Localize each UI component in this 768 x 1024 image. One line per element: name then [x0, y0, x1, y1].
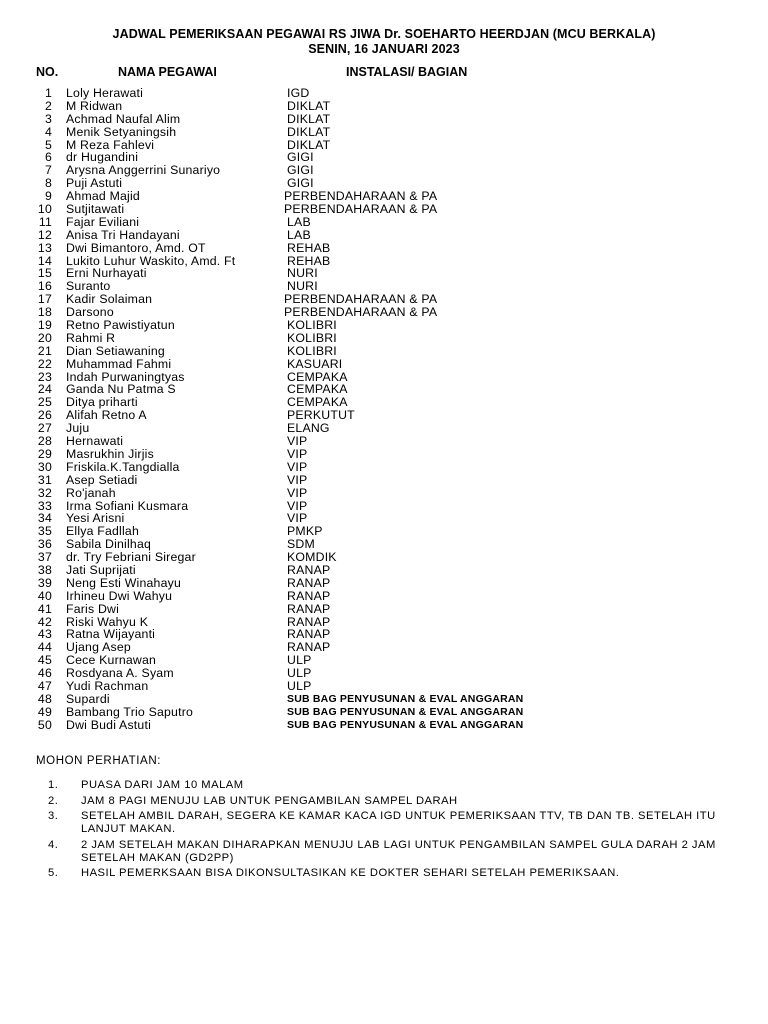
table-row [0, 100, 768, 113]
row-number: 46 [37, 666, 52, 681]
employee-unit: VIP [287, 446, 308, 461]
employee-name: Cece Kurnawan [66, 653, 157, 668]
employee-unit: LAB [287, 227, 311, 242]
row-number: 29 [37, 446, 52, 461]
employee-unit: GIGI [287, 176, 314, 191]
table-row [0, 693, 768, 706]
employee-name: Alifah Retno A [66, 408, 147, 423]
row-number: 26 [37, 408, 52, 423]
table-row [0, 203, 768, 216]
employee-name: Sabila Dinilhaq [66, 537, 152, 552]
employee-unit: RANAP [287, 575, 331, 590]
employee-name: M Ridwan [66, 98, 123, 113]
table-row [0, 409, 768, 422]
table-row [0, 229, 768, 242]
employee-unit: LAB [287, 214, 311, 229]
row-number: 22 [37, 356, 52, 371]
employee-unit: VIP [287, 459, 308, 474]
row-number: 9 [44, 189, 52, 204]
employee-unit: PMKP [287, 524, 323, 539]
employee-name: Jati Suprijati [66, 562, 136, 577]
employee-name: Achmad Naufal Alim [66, 111, 181, 126]
employee-unit: CEMPAKA [287, 369, 348, 384]
notice-item [0, 779, 768, 792]
employee-name: Ro'janah [66, 485, 116, 500]
row-number: 13 [37, 240, 52, 255]
document-title: JADWAL PEMERIKSAAN PEGAWAI RS JIWA Dr. SOEHARTO HEERDJAN (MCU BERKALA) [112, 27, 656, 41]
row-number: 3 [44, 111, 52, 126]
row-number: 5 [44, 137, 52, 152]
employee-unit: REHAB [287, 253, 331, 268]
row-number: 47 [37, 678, 52, 693]
employee-unit: ULP [287, 678, 312, 693]
employee-unit: RANAP [287, 640, 331, 655]
employee-unit: ELANG [287, 421, 330, 436]
employee-name: Dwi Bimantoro, Amd. OT [66, 240, 206, 255]
employee-unit: SUB BAG PENYUSUNAN & EVAL ANGGARAN [287, 692, 524, 705]
employee-unit: NURI [287, 279, 318, 294]
employee-unit: ULP [287, 653, 312, 668]
employee-name: Kadir Solaiman [66, 292, 153, 307]
employee-unit: PERBENDAHARAAN & PA [284, 292, 438, 307]
employee-name: dr. Try Febriani Siregar [66, 550, 196, 565]
employee-name: Irhineu Dwi Wahyu [66, 588, 173, 603]
employee-name: Bambang Trio Saputro [66, 704, 194, 719]
notice-item-text: HASIL PEMERKSAAN BISA DIKONSULTASIKAN KE DOKTER SEHARI SETELAH PEMERIKSAAN. [81, 867, 620, 879]
employee-name: Ujang Asep [66, 640, 131, 655]
employee-name: Lukito Luhur Waskito, Amd. Ft [66, 253, 236, 268]
table-row [0, 590, 768, 603]
employee-name: Muhammad Fahmi [66, 356, 172, 371]
employee-name: dr Hugandini [66, 150, 139, 165]
employee-name: Arysna Anggerrini Sunariyo [66, 163, 221, 178]
notice-item-number: 3. [48, 810, 59, 822]
employee-unit: PERBENDAHARAAN & PA [284, 202, 438, 217]
row-number: 18 [37, 305, 52, 320]
row-number: 32 [37, 485, 52, 500]
row-number: 12 [37, 227, 52, 242]
row-number: 43 [37, 627, 52, 642]
employee-name: Ditya priharti [66, 395, 138, 410]
employee-name: Masrukhin Jirjis [66, 446, 154, 461]
employee-name: Fajar Eviliani [66, 214, 140, 229]
notice-item-number: 2. [48, 794, 59, 807]
row-number: 50 [37, 717, 52, 732]
employee-name: Supardi [66, 691, 110, 706]
table-row [0, 474, 768, 487]
employee-name: Rosdyana A. Syam [66, 666, 174, 681]
row-number: 28 [37, 434, 52, 449]
employee-name: Sutjitawati [66, 202, 125, 217]
row-number: 8 [44, 176, 52, 191]
row-number: 38 [37, 562, 52, 577]
row-number: 41 [37, 601, 52, 616]
table-row [0, 242, 768, 255]
table-row [0, 435, 768, 448]
table-row [0, 577, 768, 590]
employee-unit: CEMPAKA [287, 395, 348, 410]
employee-name: Riski Wahyu K [66, 614, 149, 629]
row-number: 23 [37, 369, 52, 384]
employee-name: Indah Purwaningtyas [66, 369, 185, 384]
employee-name: Ellya Fadllah [66, 524, 140, 539]
notice-list [0, 779, 768, 883]
table-row [0, 319, 768, 332]
row-number: 36 [37, 537, 52, 552]
row-number: 10 [37, 202, 52, 217]
employee-unit: VIP [287, 498, 308, 513]
row-number: 19 [37, 318, 52, 333]
table-row [0, 358, 768, 371]
employee-unit: PERBENDAHARAAN & PA [284, 189, 438, 204]
table-row [0, 126, 768, 139]
row-number: 16 [37, 279, 52, 294]
row-number: 31 [37, 472, 52, 487]
row-number: 30 [37, 459, 52, 474]
employee-unit: GIGI [287, 163, 314, 178]
notice-item-number: 4. [48, 838, 59, 851]
notice-title: MOHON PERHATIAN: [36, 755, 162, 767]
table-row [0, 332, 768, 345]
employee-unit: RANAP [287, 588, 331, 603]
employee-unit: KOLIBRI [287, 318, 337, 333]
row-number: 4 [44, 124, 52, 139]
notice-item [0, 810, 768, 836]
row-number: 25 [37, 395, 52, 410]
notice-item-number: 1. [48, 779, 59, 791]
row-number: 45 [37, 653, 52, 668]
employee-name: Dwi Budi Astuti [66, 717, 152, 732]
employee-name: Darsono [66, 305, 114, 320]
row-number: 42 [37, 614, 52, 629]
row-number: 40 [37, 588, 52, 603]
employee-name: Anisa Tri Handayani [66, 227, 180, 242]
employee-name: Yesi Arisni [66, 511, 125, 526]
employee-name: Hernawati [66, 434, 124, 449]
employee-name: Neng Esti Winahayu [66, 575, 182, 590]
table-row [0, 345, 768, 358]
employee-list [0, 87, 768, 732]
employee-unit: KASUARI [287, 356, 343, 371]
employee-unit: VIP [287, 511, 308, 526]
notice-item [0, 839, 768, 865]
employee-unit: SUB BAG PENYUSUNAN & EVAL ANGGARAN [287, 718, 524, 731]
column-header-no: NO. [36, 65, 59, 79]
row-number: 33 [37, 498, 52, 513]
notice-item-text: SETELAH AMBIL DARAH, SEGERA KE KAMAR KACA IGD UNTUK PEMERIKSAAN TTV, TB DAN TB. SETELAH ITU LANJUT MAKAN. [81, 810, 716, 835]
employee-unit: CEMPAKA [287, 382, 348, 397]
employee-name: Erni Nurhayati [66, 266, 147, 281]
row-number: 7 [44, 163, 52, 178]
employee-unit: VIP [287, 434, 308, 449]
employee-unit: KOLIBRI [287, 330, 337, 345]
employee-name: Puji Astuti [66, 176, 123, 191]
employee-unit: KOLIBRI [287, 343, 337, 358]
row-number: 37 [37, 550, 52, 565]
table-row [0, 461, 768, 474]
column-header-name: NAMA PEGAWAI [118, 65, 217, 79]
row-number: 6 [44, 150, 52, 165]
notice-item-text: 2 JAM SETELAH MAKAN DIHARAPKAN MENUJU LAB LAGI UNTUK PENGAMBILAN SAMPEL GULA DARAH 2 JAM SETELAH MAKAN (GD2PP) [81, 838, 716, 864]
notice-item-number: 5. [48, 867, 59, 879]
employee-unit: RANAP [287, 601, 331, 616]
employee-unit: SDM [287, 537, 315, 552]
row-number: 2 [44, 98, 52, 113]
row-number: 21 [37, 343, 52, 358]
table-row [0, 564, 768, 577]
employee-name: Asep Setiadi [66, 472, 138, 487]
employee-name: Juju [66, 421, 90, 436]
employee-unit: RANAP [287, 562, 331, 577]
employee-unit: DIKLAT [287, 124, 331, 139]
row-number: 27 [37, 421, 52, 436]
employee-unit: NURI [287, 266, 318, 281]
row-number: 1 [44, 86, 52, 100]
employee-unit: DIKLAT [287, 111, 331, 126]
employee-unit: DIKLAT [287, 98, 331, 113]
employee-name: Faris Dwi [66, 601, 120, 616]
row-number: 24 [37, 382, 52, 397]
table-row [0, 706, 768, 719]
employee-unit: PERKUTUT [287, 408, 355, 423]
table-row [0, 487, 768, 500]
employee-unit: KOMDIK [287, 550, 337, 565]
row-number: 17 [37, 292, 52, 307]
table-row [0, 87, 768, 100]
table-row [0, 680, 768, 693]
employee-name: Ratna Wijayanti [66, 627, 156, 642]
employee-name: Dian Setiawaning [66, 343, 165, 358]
row-number: 48 [37, 691, 52, 706]
employee-unit: SUB BAG PENYUSUNAN & EVAL ANGGARAN [287, 705, 524, 718]
row-number: 39 [37, 575, 52, 590]
row-number: 11 [38, 214, 52, 229]
row-number: 15 [37, 266, 52, 281]
notice-item-text: PUASA DARI JAM 10 MALAM [81, 779, 244, 791]
employee-unit: VIP [287, 472, 308, 487]
row-number: 49 [37, 704, 52, 719]
table-row [0, 719, 768, 732]
employee-unit: REHAB [287, 240, 331, 255]
employee-name: Retno Pawistiyatun [66, 318, 175, 333]
row-number: 20 [37, 330, 52, 345]
row-number: 14 [37, 253, 52, 268]
employee-unit: DIKLAT [287, 137, 331, 152]
employee-unit: GIGI [287, 150, 314, 165]
employee-unit: PERBENDAHARAAN & PA [284, 305, 438, 320]
employee-unit: VIP [287, 485, 308, 500]
employee-name: M Reza Fahlevi [66, 137, 155, 152]
employee-unit: ULP [287, 666, 312, 681]
table-row [0, 448, 768, 461]
table-row [0, 113, 768, 126]
table-row [0, 267, 768, 280]
employee-name: Ahmad Majid [66, 189, 140, 204]
row-number: 44 [37, 640, 52, 655]
employee-name: Rahmi R [66, 330, 116, 345]
notice-item [0, 867, 768, 880]
employee-name: Irma Sofiani Kusmara [66, 498, 189, 513]
employee-name: Menik Setyaningsih [66, 124, 177, 139]
employee-unit: RANAP [287, 627, 331, 642]
row-number: 34 [37, 511, 52, 526]
table-row [0, 216, 768, 229]
employee-name: Yudi Rachman [66, 678, 149, 693]
table-row [0, 603, 768, 616]
row-number: 35 [37, 524, 52, 539]
employee-unit: RANAP [287, 614, 331, 629]
column-header-unit: INSTALASI/ BAGIAN [346, 65, 468, 79]
employee-name: Friskila.K.Tangdialla [66, 459, 180, 474]
document-date: SENIN, 16 JANUARI 2023 [308, 42, 460, 56]
employee-unit: IGD [287, 86, 310, 100]
employee-name: Suranto [66, 279, 111, 294]
employee-name: Loly Herawati [66, 86, 144, 100]
notice-item-text: JAM 8 PAGI MENUJU LAB UNTUK PENGAMBILAN SAMPEL DARAH [81, 794, 458, 807]
employee-name: Ganda Nu Patma S [66, 382, 176, 397]
notice-item [0, 795, 768, 808]
